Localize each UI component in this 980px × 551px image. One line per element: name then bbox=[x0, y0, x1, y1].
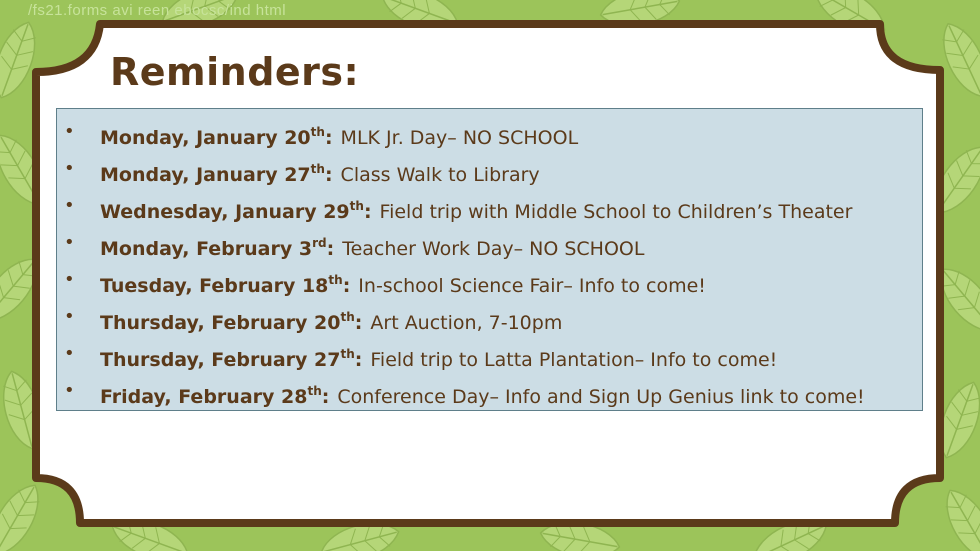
list-item: • Friday, February 28th: Conference Day– Info and Sign Up Genius link to come! bbox=[57, 376, 922, 413]
reminder-desc: Class Walk to Library bbox=[340, 164, 540, 186]
reminder-desc: Field trip with Middle School to Children’s Theater bbox=[379, 201, 853, 223]
reminder-date: Monday, January 27 bbox=[100, 164, 311, 186]
date-suffix: th bbox=[349, 199, 364, 213]
bullet-icon: • bbox=[64, 343, 75, 364]
reminder-date: Wednesday, January 29 bbox=[100, 201, 350, 223]
bullet-icon: • bbox=[64, 380, 75, 401]
date-suffix: th bbox=[307, 384, 322, 398]
reminder-desc: Art Auction, 7-10pm bbox=[370, 312, 563, 334]
reminder-desc: Conference Day– Info and Sign Up Genius link to come! bbox=[337, 386, 865, 408]
list-item: • Wednesday, January 29th: Field trip with Middle School to Children’s Theater bbox=[57, 191, 922, 228]
date-suffix: rd bbox=[312, 236, 327, 250]
reminder-date: Monday, February 3 bbox=[100, 238, 313, 260]
list-item: • Thursday, February 27th: Field trip to Latta Plantation– Info to come! bbox=[57, 339, 922, 376]
reminders-box bbox=[56, 108, 923, 411]
date-suffix: th bbox=[310, 125, 325, 139]
reminders-list bbox=[57, 117, 922, 413]
reminder-date: Thursday, February 20 bbox=[100, 312, 341, 334]
date-suffix: th bbox=[310, 162, 325, 176]
faded-url-text: /fs21.forms avi reen ebocsc/ind html bbox=[28, 2, 287, 19]
reminder-date: Monday, January 20 bbox=[100, 127, 311, 149]
bullet-icon: • bbox=[64, 306, 75, 327]
list-item: • Tuesday, February 18th: In-school Science Fair– Info to come! bbox=[57, 265, 922, 302]
reminder-desc: Field trip to Latta Plantation– Info to come! bbox=[370, 349, 778, 371]
reminder-desc: Teacher Work Day– NO SCHOOL bbox=[342, 238, 645, 260]
bullet-icon: • bbox=[64, 269, 75, 290]
reminder-desc: In-school Science Fair– Info to come! bbox=[358, 275, 706, 297]
date-suffix: th bbox=[328, 273, 343, 287]
reminder-date: Thursday, February 27 bbox=[100, 349, 341, 371]
list-item: • Monday, January 27th: Class Walk to Library bbox=[57, 154, 922, 191]
bullet-icon: • bbox=[64, 158, 75, 179]
list-item: • Monday, February 3rd: Teacher Work Day– NO SCHOOL bbox=[57, 228, 922, 265]
list-item: • Monday, January 20th: MLK Jr. Day– NO SCHOOL bbox=[57, 117, 922, 154]
page-title: Reminders: bbox=[110, 50, 360, 94]
bullet-icon: • bbox=[64, 195, 75, 216]
date-suffix: th bbox=[340, 347, 355, 361]
reminder-date: Tuesday, February 18 bbox=[100, 275, 329, 297]
reminder-desc: MLK Jr. Day– NO SCHOOL bbox=[340, 127, 579, 149]
bullet-icon: • bbox=[64, 232, 75, 253]
list-item: • Thursday, February 20th: Art Auction, 7-10pm bbox=[57, 302, 922, 339]
bullet-icon: • bbox=[64, 121, 75, 142]
date-suffix: th bbox=[340, 310, 355, 324]
reminder-date: Friday, February 28 bbox=[100, 386, 308, 408]
